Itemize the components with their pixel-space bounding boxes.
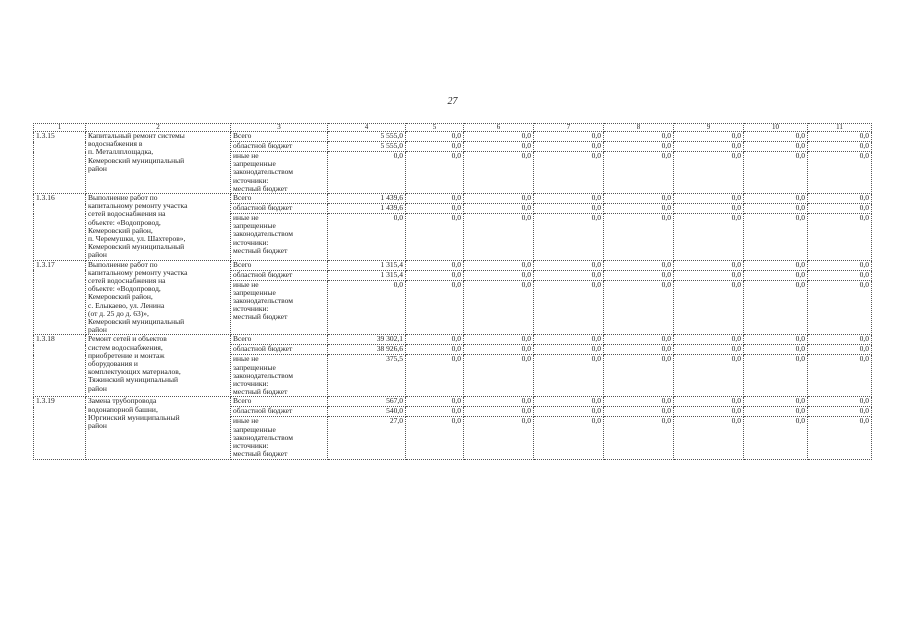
header-cell: 7 (534, 124, 604, 132)
value-cell: 0,0 (674, 355, 744, 397)
value-cell: 0,0 (604, 270, 674, 280)
value-cell: 0,0 (406, 194, 464, 204)
budget-table (33, 123, 872, 460)
value-cell: 0,0 (808, 335, 872, 345)
value-cell: 0,0 (464, 397, 534, 407)
table-row (34, 397, 872, 407)
value-cell: 0,0 (534, 214, 604, 261)
value-cell: 0,0 (406, 335, 464, 345)
funding-source: областной бюджет (231, 407, 328, 417)
value-cell: 0,0 (808, 417, 872, 459)
header-cell: 9 (674, 124, 744, 132)
value-cell: 0,0 (808, 260, 872, 270)
funding-source: иные не запрещенные законодательством источники: местный бюджет (231, 214, 328, 261)
value-cell: 0,0 (534, 270, 604, 280)
funding-source: областной бюджет (231, 345, 328, 355)
value-cell: 0,0 (328, 214, 406, 261)
header-cell: 10 (744, 124, 808, 132)
header-cell: 6 (464, 124, 534, 132)
table-row (34, 335, 872, 345)
table-row (34, 194, 872, 204)
value-cell: 0,0 (674, 214, 744, 261)
value-cell: 0,0 (674, 397, 744, 407)
value-cell: 0,0 (534, 280, 604, 335)
value-cell: 0,0 (534, 142, 604, 152)
value-cell: 0,0 (604, 194, 674, 204)
value-cell: 0,0 (808, 194, 872, 204)
value-cell: 0,0 (406, 152, 464, 194)
value-cell: 0,0 (604, 407, 674, 417)
table-row (34, 260, 872, 270)
value-cell: 0,0 (744, 214, 808, 261)
value-cell: 0,0 (674, 142, 744, 152)
funding-source: иные не запрещенные законодательством источники: местный бюджет (231, 417, 328, 459)
value-cell: 0,0 (464, 214, 534, 261)
funding-source: иные не запрещенные законодательством источники: местный бюджет (231, 355, 328, 397)
value-cell: 0,0 (406, 204, 464, 214)
value-cell: 0,0 (674, 345, 744, 355)
value-cell: 0,0 (406, 417, 464, 459)
value-cell: 0,0 (674, 270, 744, 280)
value-cell: 0,0 (604, 355, 674, 397)
item-code: 1.3.19 (34, 397, 86, 459)
value-cell: 5 555,0 (328, 132, 406, 142)
value-cell: 0,0 (744, 142, 808, 152)
value-cell: 1 439,6 (328, 204, 406, 214)
value-cell: 0,0 (406, 132, 464, 142)
value-cell: 0,0 (534, 204, 604, 214)
value-cell: 0,0 (808, 204, 872, 214)
item-name: Капитальный ремонт системы водоснабжения в п. Металлплощадка, Кемеровский муниципальный район (86, 132, 231, 194)
value-cell: 0,0 (534, 194, 604, 204)
value-cell: 567,0 (328, 397, 406, 407)
value-cell: 38 926,6 (328, 345, 406, 355)
value-cell: 0,0 (464, 204, 534, 214)
value-cell: 0,0 (808, 397, 872, 407)
value-cell: 5 555,0 (328, 142, 406, 152)
value-cell: 0,0 (604, 260, 674, 270)
value-cell: 0,0 (674, 152, 744, 194)
value-cell: 0,0 (328, 152, 406, 194)
value-cell: 0,0 (674, 417, 744, 459)
value-cell: 0,0 (744, 280, 808, 335)
funding-source: Всего (231, 335, 328, 345)
item-name: Замена трубопровода водонапорной башни, Юргинский муниципальный район (86, 397, 231, 459)
header-row (34, 124, 872, 132)
funding-source: областной бюджет (231, 204, 328, 214)
value-cell: 0,0 (674, 204, 744, 214)
value-cell: 0,0 (744, 397, 808, 407)
funding-source: иные не запрещенные законодательством источники: местный бюджет (231, 152, 328, 194)
value-cell: 0,0 (808, 280, 872, 335)
value-cell: 0,0 (744, 407, 808, 417)
value-cell: 0,0 (808, 270, 872, 280)
funding-source: иные не запрещенные законодательством источники: местный бюджет (231, 280, 328, 335)
value-cell: 0,0 (808, 407, 872, 417)
value-cell: 0,0 (604, 345, 674, 355)
value-cell: 0,0 (328, 280, 406, 335)
value-cell: 0,0 (744, 355, 808, 397)
header-cell: 5 (406, 124, 464, 132)
funding-source: Всего (231, 194, 328, 204)
item-code: 1.3.15 (34, 132, 86, 194)
value-cell: 0,0 (744, 345, 808, 355)
value-cell: 0,0 (464, 260, 534, 270)
value-cell: 0,0 (464, 132, 534, 142)
value-cell: 375,5 (328, 355, 406, 397)
value-cell: 0,0 (406, 407, 464, 417)
value-cell: 0,0 (604, 417, 674, 459)
value-cell: 0,0 (604, 335, 674, 345)
value-cell: 0,0 (674, 194, 744, 204)
value-cell: 0,0 (406, 260, 464, 270)
value-cell: 0,0 (464, 417, 534, 459)
value-cell: 0,0 (808, 214, 872, 261)
value-cell: 0,0 (534, 407, 604, 417)
value-cell: 0,0 (744, 335, 808, 345)
value-cell: 0,0 (464, 345, 534, 355)
value-cell: 0,0 (406, 397, 464, 407)
value-cell: 0,0 (534, 335, 604, 345)
value-cell: 0,0 (604, 280, 674, 335)
value-cell: 0,0 (604, 397, 674, 407)
value-cell: 0,0 (604, 132, 674, 142)
value-cell: 0,0 (674, 335, 744, 345)
value-cell: 0,0 (464, 270, 534, 280)
item-name: Выполнение работ по капитальному ремонту участка сетей водоснабжения на объекте: «Водопровод, Кемеровский район, п. Черемушки, ул. Шахтеров», Кемеровский муниципальный район (86, 194, 231, 261)
page-number: 27 (447, 96, 458, 107)
value-cell: 0,0 (534, 417, 604, 459)
value-cell: 0,0 (744, 417, 808, 459)
value-cell: 0,0 (534, 345, 604, 355)
value-cell: 0,0 (464, 407, 534, 417)
value-cell: 0,0 (534, 355, 604, 397)
value-cell: 0,0 (464, 335, 534, 345)
value-cell: 0,0 (464, 142, 534, 152)
value-cell: 0,0 (808, 345, 872, 355)
value-cell: 39 302,1 (328, 335, 406, 345)
value-cell: 0,0 (674, 260, 744, 270)
header-cell: 11 (808, 124, 872, 132)
value-cell: 27,0 (328, 417, 406, 459)
value-cell: 0,0 (674, 132, 744, 142)
value-cell: 0,0 (534, 260, 604, 270)
table-body (34, 132, 872, 460)
value-cell: 0,0 (604, 152, 674, 194)
value-cell: 0,0 (406, 355, 464, 397)
funding-source: областной бюджет (231, 142, 328, 152)
value-cell: 0,0 (464, 355, 534, 397)
value-cell: 0,0 (406, 270, 464, 280)
value-cell: 0,0 (406, 345, 464, 355)
item-name: Ремонт сетей и объектов систем водоснабжения, приобретение и монтаж оборудования и комплектующих материалов, Тяжинский муниципальный район (86, 335, 231, 397)
value-cell: 0,0 (808, 355, 872, 397)
value-cell: 0,0 (534, 152, 604, 194)
value-cell: 0,0 (808, 142, 872, 152)
value-cell: 0,0 (744, 260, 808, 270)
header-cell: 8 (604, 124, 674, 132)
value-cell: 540,0 (328, 407, 406, 417)
value-cell: 0,0 (534, 397, 604, 407)
value-cell: 0,0 (808, 132, 872, 142)
header-cell: 2 (86, 124, 231, 132)
value-cell: 0,0 (604, 214, 674, 261)
value-cell: 0,0 (604, 142, 674, 152)
value-cell: 0,0 (604, 204, 674, 214)
value-cell: 0,0 (464, 194, 534, 204)
value-cell: 0,0 (744, 152, 808, 194)
value-cell: 0,0 (744, 132, 808, 142)
value-cell: 0,0 (406, 280, 464, 335)
value-cell: 1 315,4 (328, 270, 406, 280)
value-cell: 0,0 (464, 152, 534, 194)
value-cell: 1 315,4 (328, 260, 406, 270)
item-name: Выполнение работ по капитальному ремонту участка сетей водоснабжения на объекте: «Водопровод, Кемеровский район, с. Елыкаево, ул. Ленина (от д. 25 до д. 63)», Кемеровский муниципальный район (86, 260, 231, 335)
value-cell: 1 439,6 (328, 194, 406, 204)
value-cell: 0,0 (744, 204, 808, 214)
header-cell: 3 (231, 124, 328, 132)
funding-source: Всего (231, 132, 328, 142)
item-code: 1.3.16 (34, 194, 86, 261)
header-cell: 4 (328, 124, 406, 132)
value-cell: 0,0 (406, 142, 464, 152)
item-code: 1.3.17 (34, 260, 86, 335)
funding-source: областной бюджет (231, 270, 328, 280)
value-cell: 0,0 (808, 152, 872, 194)
value-cell: 0,0 (744, 194, 808, 204)
value-cell: 0,0 (464, 280, 534, 335)
header-cell: 1 (34, 124, 86, 132)
table-row (34, 132, 872, 142)
item-code: 1.3.18 (34, 335, 86, 397)
funding-source: Всего (231, 397, 328, 407)
value-cell: 0,0 (534, 132, 604, 142)
value-cell: 0,0 (406, 214, 464, 261)
value-cell: 0,0 (744, 270, 808, 280)
value-cell: 0,0 (674, 280, 744, 335)
value-cell: 0,0 (674, 407, 744, 417)
funding-source: Всего (231, 260, 328, 270)
